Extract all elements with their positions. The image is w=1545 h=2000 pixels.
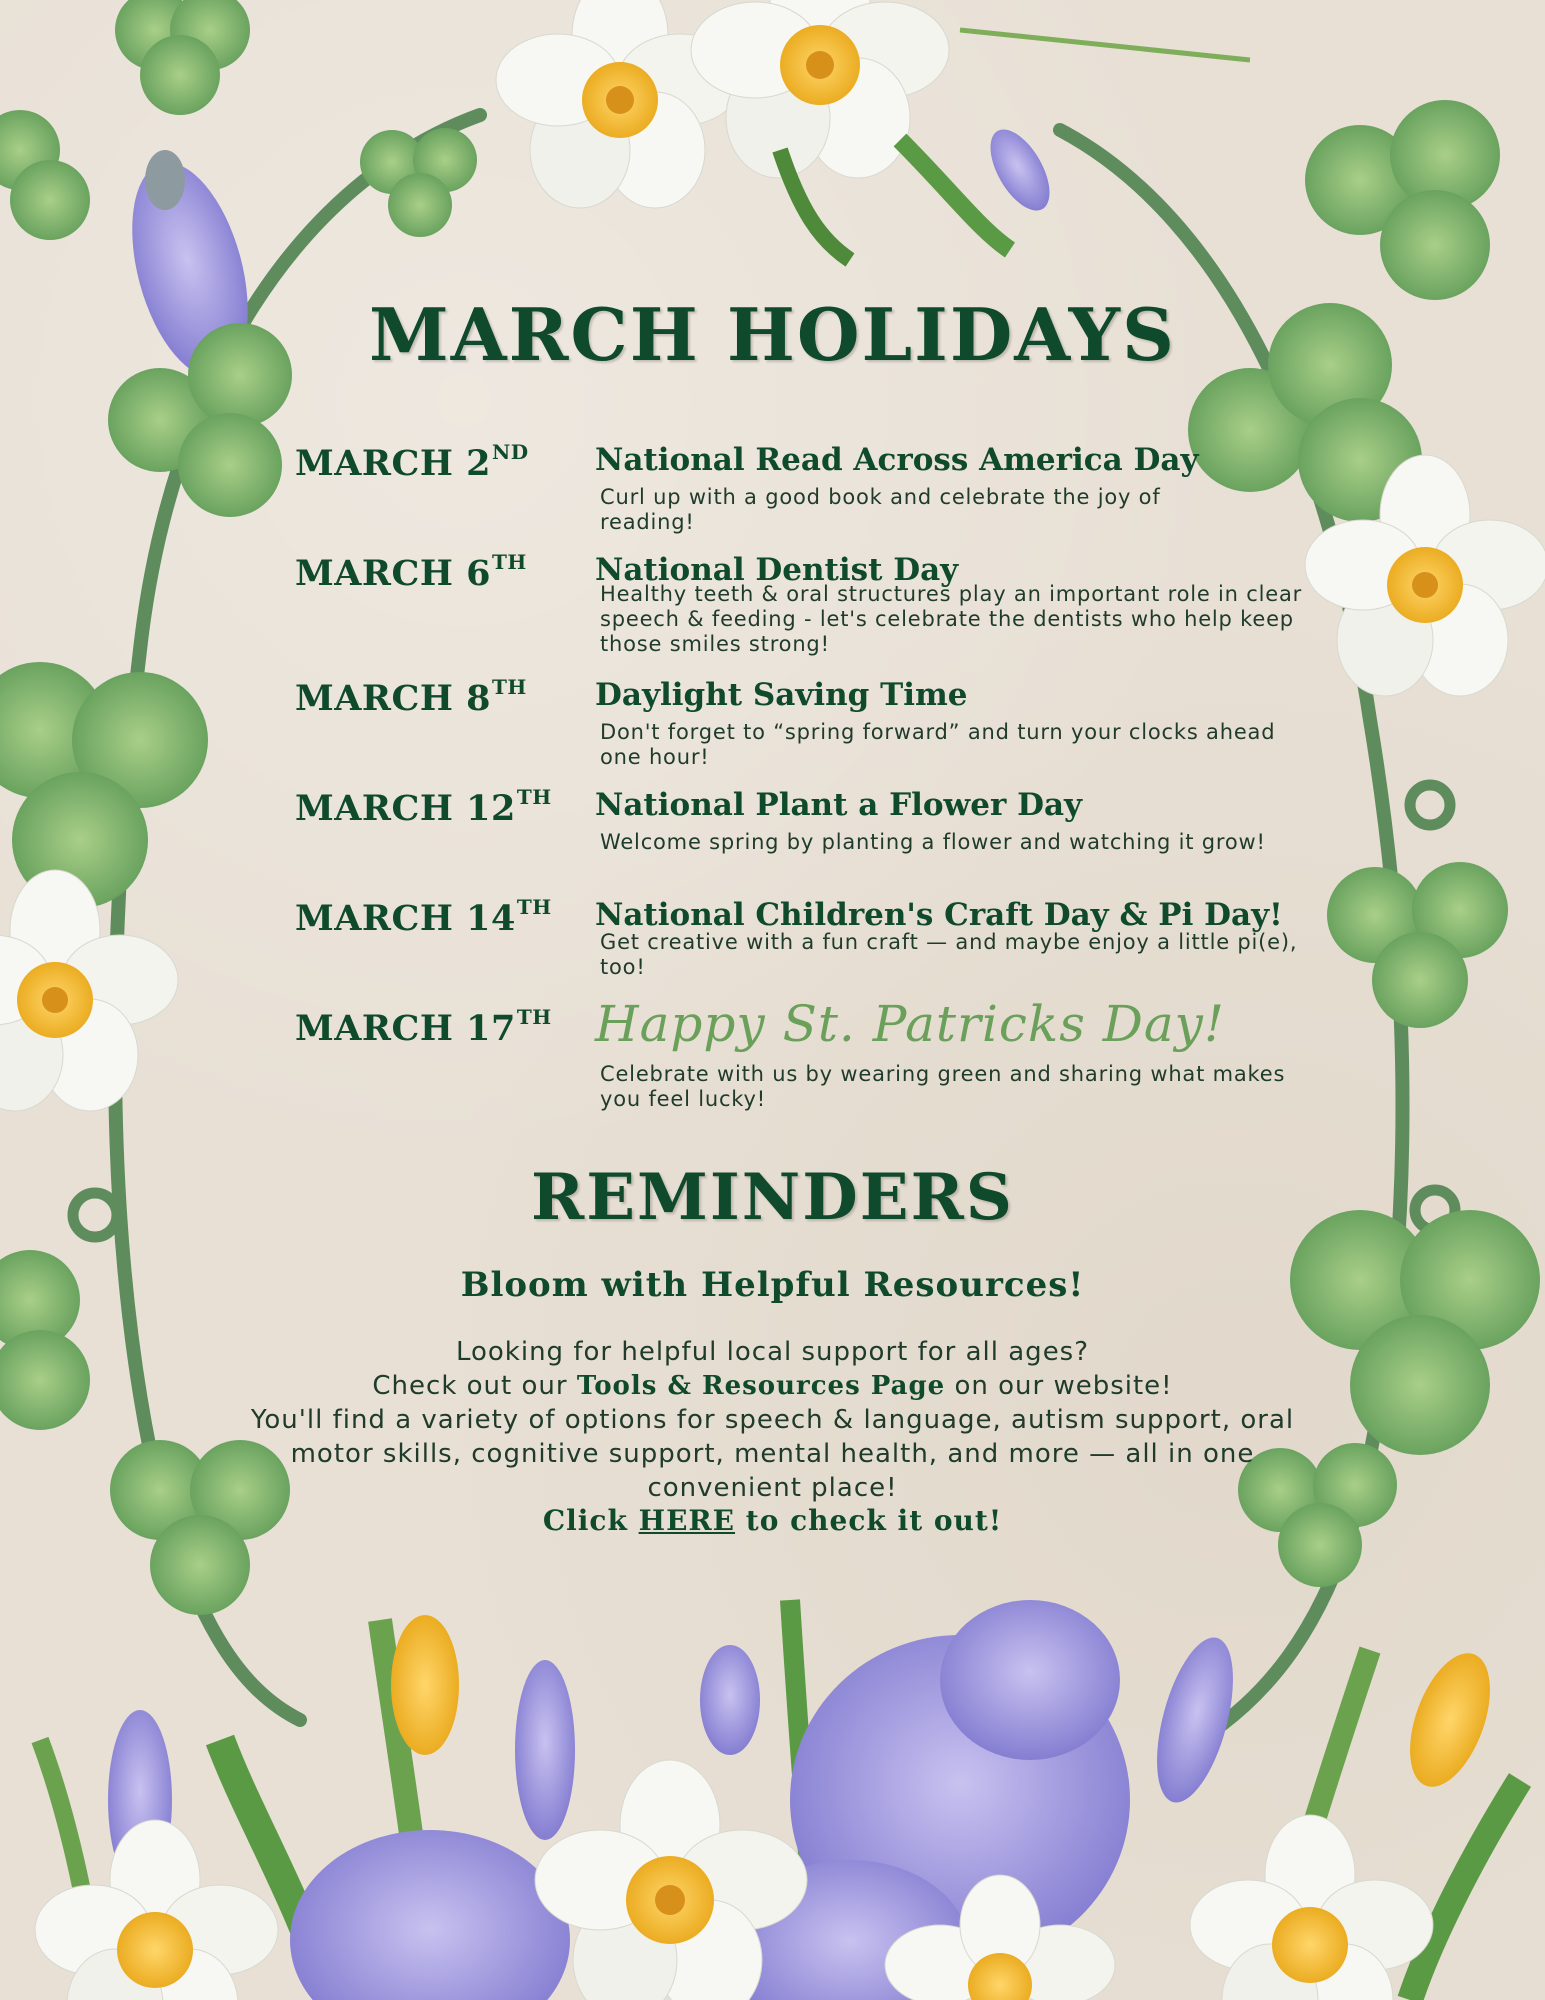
reminders-line: Looking for helpful local support for all ages? <box>455 1337 1090 1367</box>
bottom-garden <box>35 1600 1520 2000</box>
holiday-description: Welcome spring by planting a flower and watching it grow! <box>600 830 1266 854</box>
clover-left-edge <box>0 110 90 240</box>
call-to-action: Click HERE to check it out! <box>542 1504 1003 1537</box>
holiday-date: MARCH 6TH <box>295 550 527 594</box>
reminders-paragraph <box>250 1335 1295 1505</box>
daffodil-left <box>0 870 178 1111</box>
holiday-description: Don't forget to “spring forward” and turn your clocks ahead one hour! <box>600 720 1276 769</box>
clover-right-top <box>1305 100 1500 300</box>
reminders-title: REMINDERS <box>531 1160 1014 1235</box>
holiday-date: MARCH 14TH <box>295 895 552 939</box>
holiday-name-script: Happy St. Patricks Day! <box>595 995 1225 1053</box>
clover-right-large <box>1290 1210 1540 1455</box>
holiday-name: National Children's Craft Day & Pi Day! <box>595 897 1283 933</box>
page-title: MARCH HOLIDAYS <box>369 292 1176 377</box>
holiday-date: MARCH 17TH <box>295 1005 552 1049</box>
holiday-description: Curl up with a good book and celebrate the joy of reading! <box>600 485 1161 534</box>
holiday-date: MARCH 2ND <box>295 440 529 484</box>
holiday-name: Daylight Saving Time <box>595 677 968 713</box>
holiday-name: National Dentist Day <box>595 552 959 588</box>
tools-resources-page-text: Tools & Resources Page <box>576 1371 946 1401</box>
holiday-name: National Read Across America Day <box>595 442 1199 478</box>
holiday-name: National Plant a Flower Day <box>595 787 1083 823</box>
holiday-description: Get creative with a fun craft — and maybe enjoy a little pi(e), too! <box>600 930 1298 979</box>
clover-top-left <box>115 0 250 115</box>
reminders-line: Check out our Tools & Resources Page on our website! <box>372 1371 1173 1401</box>
clover-right-mid <box>1327 862 1508 1028</box>
reminders-line: You'll find a variety of options for speech & language, autism support, oral motor skills, cognitive support, mental health, and more — all in one convenient place! <box>250 1405 1295 1503</box>
holiday-date: MARCH 8TH <box>295 675 527 719</box>
reminders-subtitle: Bloom with Helpful Resources! <box>460 1265 1085 1305</box>
holiday-date: MARCH 12TH <box>295 785 552 829</box>
clover-left-large <box>0 662 208 908</box>
here-link[interactable]: HERE <box>638 1504 736 1537</box>
holiday-description: Celebrate with us by wearing green and sharing what makes you feel lucky! <box>600 1062 1286 1111</box>
holiday-description: Healthy teeth & oral structures play an important role in clear speech & feeding - let's celebrate the dentists who help keep those smiles strong! <box>600 582 1303 656</box>
clover-upper-left <box>360 128 477 237</box>
